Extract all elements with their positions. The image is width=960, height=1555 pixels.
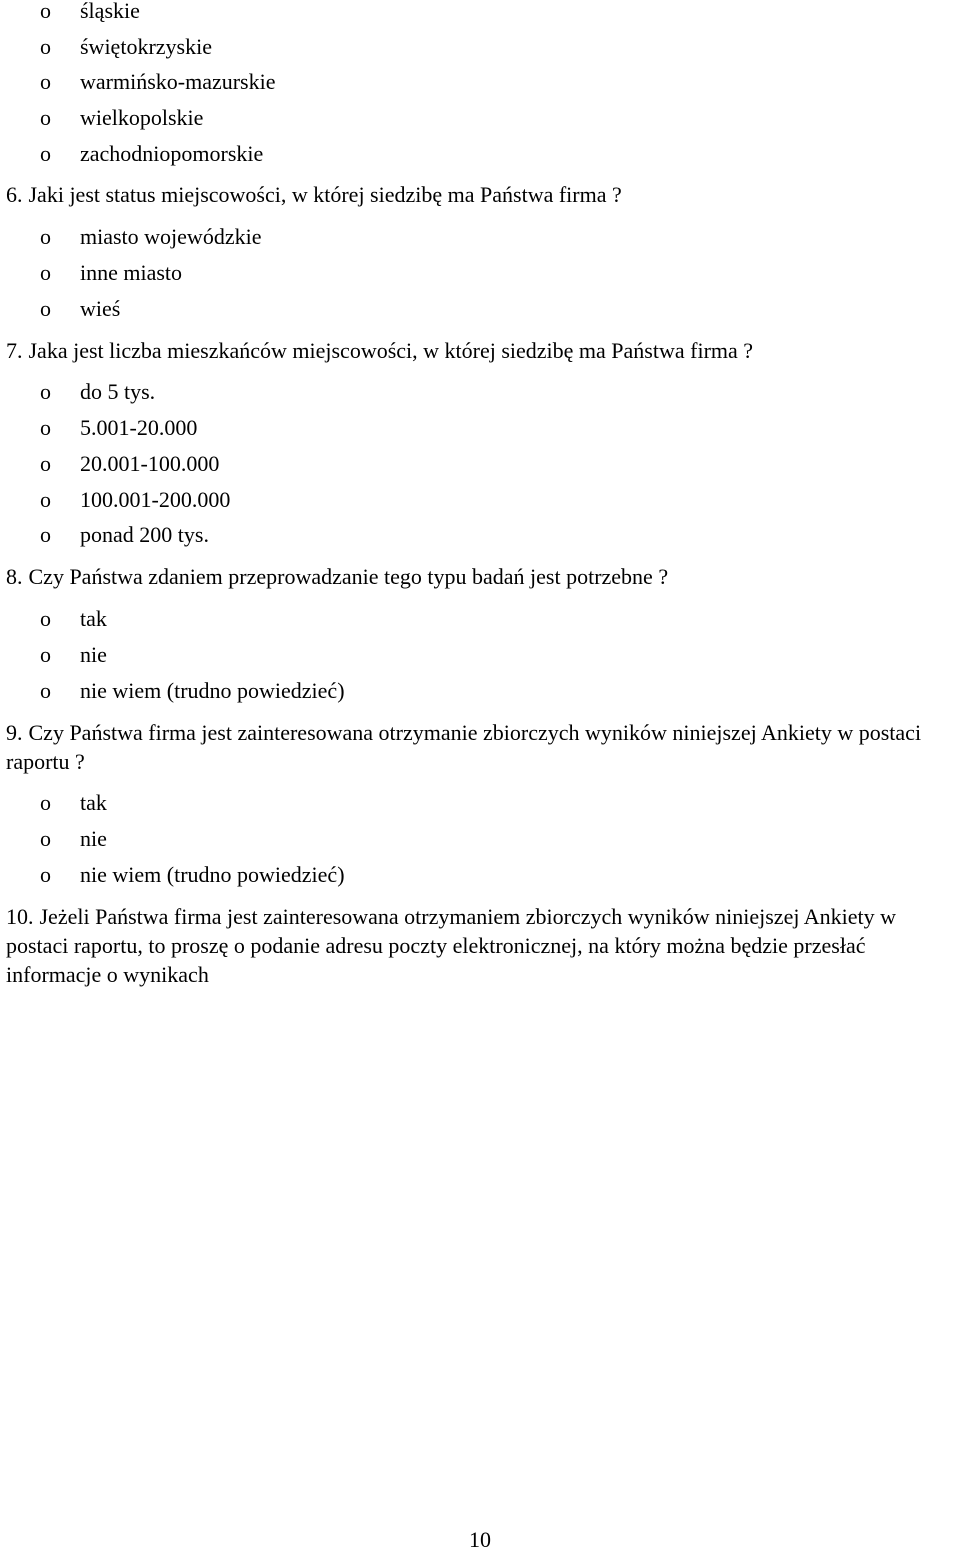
question-text: Czy Państwa firma jest zainteresowana otrzymanie zbiorczych wyników niniejszej Ankiety w postaci raportu ? bbox=[6, 720, 922, 774]
option-label: 100.001-200.000 bbox=[80, 487, 231, 512]
option-bullet: o bbox=[40, 0, 51, 23]
option-label: wielkopolskie bbox=[80, 105, 204, 130]
option-bullet: o bbox=[40, 296, 51, 321]
option-bullet: o bbox=[40, 105, 51, 130]
option-label: miasto wojewódzkie bbox=[80, 224, 262, 249]
question-number: 7. bbox=[6, 338, 23, 363]
option-bullet: o bbox=[40, 415, 51, 440]
question-number: 9. bbox=[6, 720, 23, 745]
question-7 bbox=[6, 336, 960, 365]
option-bullet: o bbox=[40, 642, 51, 667]
option-label: ponad 200 tys. bbox=[80, 522, 209, 547]
question-number: 8. bbox=[6, 564, 23, 589]
question-text: Czy Państwa zdaniem przeprowadzanie tego typu badań jest potrzebne ? bbox=[28, 564, 669, 589]
option-bullet: o bbox=[40, 34, 51, 59]
option-bullet: o bbox=[40, 826, 51, 851]
option-bullet: o bbox=[40, 522, 51, 547]
option-label: zachodniopomorskie bbox=[80, 141, 264, 166]
option-bullet: o bbox=[40, 141, 51, 166]
option-label: wieś bbox=[80, 296, 121, 321]
option-label: nie bbox=[80, 642, 107, 667]
option-bullet: o bbox=[40, 260, 51, 285]
question-number: 6. bbox=[6, 182, 23, 207]
option-label: tak bbox=[80, 606, 107, 631]
question-6 bbox=[6, 180, 960, 209]
option-bullet: o bbox=[40, 379, 51, 404]
question-text: Jeżeli Państwa firma jest zainteresowana otrzymaniem zbiorczych wyników niniejszej Ankiety w postaci raportu, to proszę o podanie adresu poczty elektronicznej, na który można będzie przesłać informacje o wynikach bbox=[6, 904, 896, 987]
option-label: 20.001-100.000 bbox=[80, 451, 220, 476]
option-label: inne miasto bbox=[80, 260, 183, 285]
option-bullet: o bbox=[40, 862, 51, 887]
option-label: nie wiem (trudno powiedzieć) bbox=[80, 678, 345, 703]
option-label: nie bbox=[80, 826, 107, 851]
option-bullet: o bbox=[40, 790, 51, 815]
question-text: Jaka jest liczba mieszkańców miejscowości, w której siedzibę ma Państwa firma ? bbox=[28, 338, 754, 363]
option-bullet: o bbox=[40, 69, 51, 94]
option-label: nie wiem (trudno powiedzieć) bbox=[80, 862, 345, 887]
option-label: śląskie bbox=[80, 0, 140, 23]
option-label: do 5 tys. bbox=[80, 379, 156, 404]
question-8 bbox=[6, 562, 960, 591]
question-text: Jaki jest status miejscowości, w której siedzibę ma Państwa firma ? bbox=[28, 182, 622, 207]
option-label: tak bbox=[80, 790, 107, 815]
question-9 bbox=[6, 718, 960, 776]
option-bullet: o bbox=[40, 487, 51, 512]
question-10 bbox=[6, 902, 960, 989]
option-label: 5.001-20.000 bbox=[80, 415, 198, 440]
option-bullet: o bbox=[40, 606, 51, 631]
option-bullet: o bbox=[40, 224, 51, 249]
page-number: 10 bbox=[469, 1527, 491, 1552]
option-label: świętokrzyskie bbox=[80, 34, 212, 59]
question-number: 10. bbox=[6, 904, 34, 929]
option-bullet: o bbox=[40, 451, 51, 476]
option-bullet: o bbox=[40, 678, 51, 703]
option-label: warmińsko-mazurskie bbox=[80, 69, 276, 94]
